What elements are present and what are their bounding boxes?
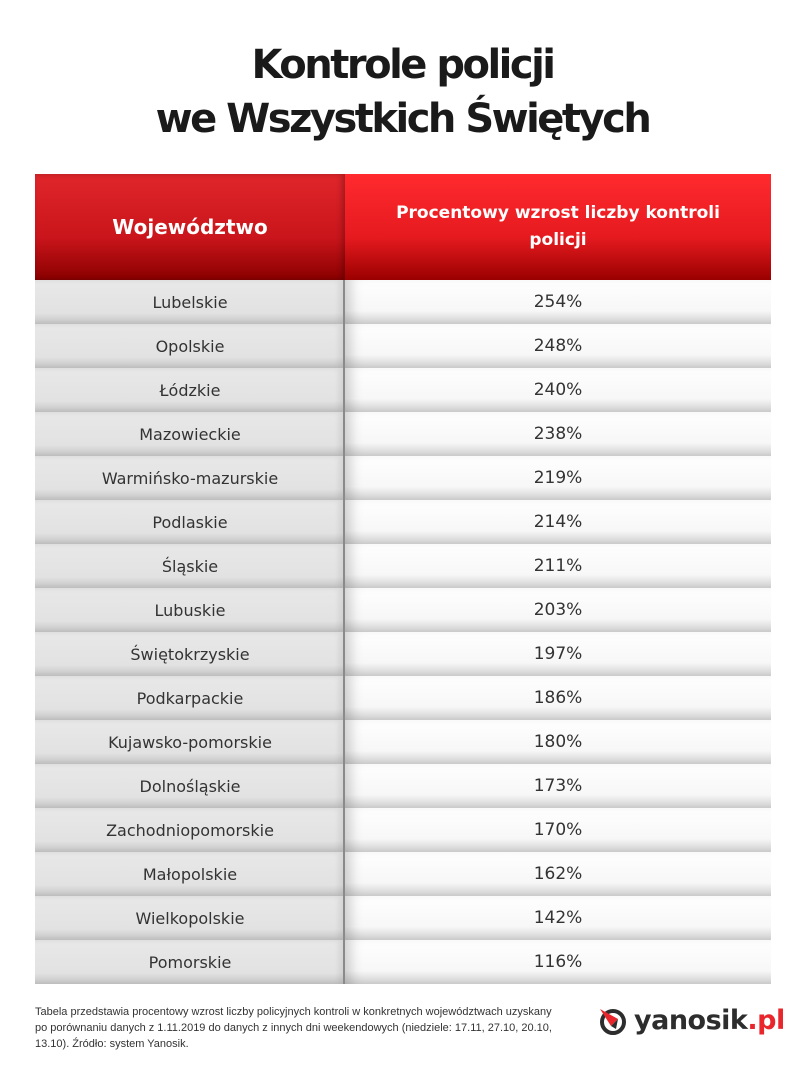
cell-region: Wielkopolskie — [35, 896, 345, 940]
cell-region: Zachodniopomorskie — [35, 808, 345, 852]
yanosik-logo-icon — [598, 1006, 628, 1036]
cell-value: 214% — [345, 500, 771, 544]
table-row — [35, 896, 771, 940]
cell-value: 203% — [345, 588, 771, 632]
title-line-2: we Wszystkich Świętych — [155, 96, 650, 142]
table-row — [35, 764, 771, 808]
data-table — [35, 174, 771, 984]
cell-region: Dolnośląskie — [35, 764, 345, 808]
cell-value: 238% — [345, 412, 771, 456]
cell-value: 116% — [345, 940, 771, 984]
yanosik-logo — [598, 1005, 785, 1036]
cell-value: 162% — [345, 852, 771, 896]
cell-value: 173% — [345, 764, 771, 808]
table-row — [35, 808, 771, 852]
cell-value: 240% — [345, 368, 771, 412]
cell-region: Śląskie — [35, 544, 345, 588]
cell-region: Warmińsko-mazurskie — [35, 456, 345, 500]
cell-region: Świętokrzyskie — [35, 632, 345, 676]
cell-value: 180% — [345, 720, 771, 764]
cell-value: 197% — [345, 632, 771, 676]
cell-region: Lubuskie — [35, 588, 345, 632]
cell-region: Kujawsko-pomorskie — [35, 720, 345, 764]
table-row — [35, 456, 771, 500]
table-header — [35, 174, 771, 280]
cell-region: Pomorskie — [35, 940, 345, 984]
table-row — [35, 588, 771, 632]
logo-text: yanosik.pl — [634, 1005, 785, 1036]
cell-value: 186% — [345, 676, 771, 720]
footnote: Tabela przedstawia procentowy wzrost liczby policyjnych kontroli w konkretnych województwach uzyskany po porównaniu danych z 1.11.2019 do danych z innych dni weekendowych (niedziele: 17.11, 27.10, 20.10, 13.10). Źródło: system Yanosik. — [35, 1006, 552, 1050]
cell-value: 219% — [345, 456, 771, 500]
cell-region: Opolskie — [35, 324, 345, 368]
cell-value: 254% — [345, 280, 771, 324]
table-row — [35, 368, 771, 412]
cell-value: 170% — [345, 808, 771, 852]
title-line-1: Kontrole policji — [251, 42, 554, 88]
cell-value: 211% — [345, 544, 771, 588]
cell-region: Małopolskie — [35, 852, 345, 896]
cell-value: 248% — [345, 324, 771, 368]
table-row — [35, 676, 771, 720]
cell-value: 142% — [345, 896, 771, 940]
cell-region: Podkarpackie — [35, 676, 345, 720]
cell-region: Łódzkie — [35, 368, 345, 412]
table-row — [35, 940, 771, 984]
table-body — [35, 280, 771, 984]
table-row — [35, 632, 771, 676]
table-row — [35, 500, 771, 544]
cell-region: Podlaskie — [35, 500, 345, 544]
cell-region: Lubelskie — [35, 280, 345, 324]
page-title — [0, 38, 805, 146]
table-row — [35, 324, 771, 368]
table-row — [35, 720, 771, 764]
cell-region: Mazowieckie — [35, 412, 345, 456]
table-row — [35, 280, 771, 324]
table-row — [35, 852, 771, 896]
table-row — [35, 544, 771, 588]
header-increase: Procentowy wzrost liczby kontroli policji — [345, 174, 771, 280]
header-region: Województwo — [35, 174, 345, 280]
table-row — [35, 412, 771, 456]
